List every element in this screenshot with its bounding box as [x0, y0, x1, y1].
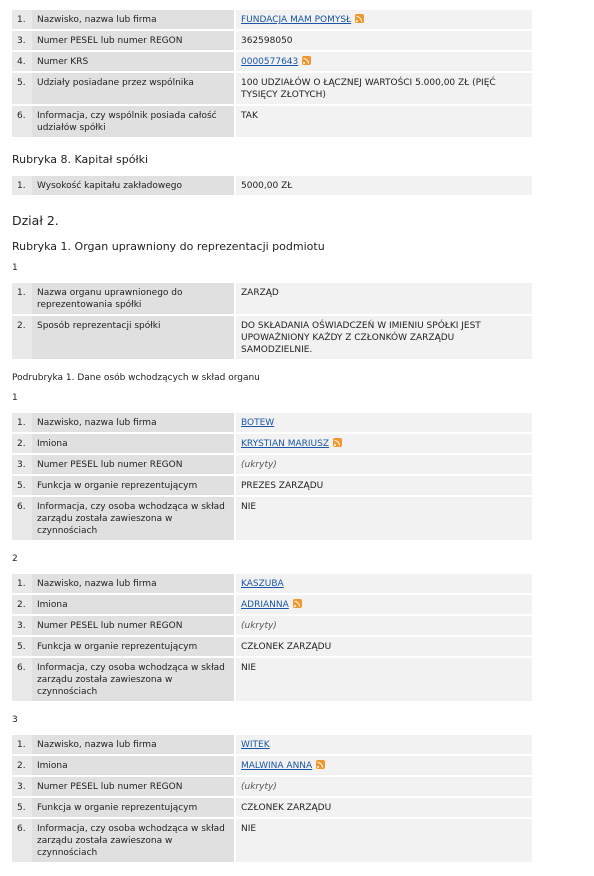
- podrubryka-title: Podrubryka 1. Dane osób wchodzących w skład organu: [12, 373, 260, 383]
- person-table: [12, 574, 532, 703]
- row-number: 2.: [12, 433, 32, 454]
- row-number: 2.: [12, 755, 32, 776]
- row-value-cell: [235, 657, 532, 702]
- rss-feed-icon[interactable]: [316, 760, 325, 769]
- row-label: Numer PESEL lub numer REGON: [32, 776, 235, 797]
- table-row: [12, 594, 532, 615]
- row-number: 1.: [12, 413, 32, 433]
- persons-list: [12, 393, 532, 864]
- row-label: Nazwa organu uprawnionego do reprezentowania spółki: [32, 283, 235, 315]
- row-value: (ukryty): [241, 460, 277, 470]
- row-value-cell: [235, 574, 532, 594]
- table-row: [12, 413, 532, 433]
- row-label: Informacja, czy osoba wchodząca w skład zarządu została zawieszona w czynnościach: [32, 657, 235, 702]
- row-label: Funkcja w organie reprezentującym: [32, 797, 235, 818]
- row-number: 3.: [12, 30, 32, 51]
- organ-table: [12, 283, 532, 361]
- row-value: CZŁONEK ZARZĄDU: [241, 803, 332, 813]
- row-value: DO SKŁADANIA OŚWIADCZEŃ W IMIENIU SPÓŁKI JEST UPOWAŻNIONY KAŻDY Z CZŁONKÓW ZARZĄDU SAMODZIELNIE.: [241, 321, 481, 355]
- table-row: [12, 818, 532, 863]
- value-link[interactable]: ADRIANNA: [241, 600, 289, 610]
- row-label: Informacja, czy osoba wchodząca w skład zarządu została zawieszona w czynnościach: [32, 496, 235, 541]
- row-label: Informacja, czy wspólnik posiada całość udziałów spółki: [32, 105, 235, 138]
- kapital-table: [12, 176, 532, 197]
- table-row: [12, 10, 532, 30]
- row-value-cell: [235, 30, 532, 51]
- row-number: 6.: [12, 105, 32, 138]
- row-value: (ukryty): [241, 782, 277, 792]
- row-number: 4.: [12, 51, 32, 72]
- row-label: Numer KRS: [32, 51, 235, 72]
- person-table: [12, 413, 532, 542]
- row-number: 3.: [12, 454, 32, 475]
- page: [12, 0, 532, 876]
- row-label: Funkcja w organie reprezentującym: [32, 475, 235, 496]
- row-number: 5.: [12, 797, 32, 818]
- table-row: [12, 797, 532, 818]
- row-value-cell: [235, 818, 532, 863]
- rss-feed-icon[interactable]: [333, 438, 342, 447]
- rubryka8-title: Rubryka 8. Kapitał spółki: [12, 153, 149, 166]
- row-value: NIE: [241, 824, 257, 834]
- row-number: 3.: [12, 615, 32, 636]
- table-row: [12, 636, 532, 657]
- table-row: [12, 755, 532, 776]
- table-row: [12, 615, 532, 636]
- row-value: ZARZĄD: [241, 288, 279, 298]
- row-value-cell: [235, 105, 532, 138]
- value-link[interactable]: KASZUBA: [241, 579, 284, 589]
- row-number: 6.: [12, 496, 32, 541]
- table-row: [12, 315, 532, 360]
- row-value-cell: [235, 776, 532, 797]
- row-number: 6.: [12, 657, 32, 702]
- table-row: [12, 283, 532, 315]
- row-value-cell: [235, 72, 532, 105]
- row-value-cell: [235, 797, 532, 818]
- row-value-cell: [235, 454, 532, 475]
- row-number: 3.: [12, 776, 32, 797]
- row-label: Nazwisko, nazwa lub firma: [32, 735, 235, 755]
- row-number: 1.: [12, 10, 32, 30]
- row-value-cell: [235, 10, 532, 30]
- row-value-cell: [235, 475, 532, 496]
- table-row: [12, 735, 532, 755]
- table-row: [12, 657, 532, 702]
- row-value-cell: [235, 283, 532, 315]
- row-label: Nazwisko, nazwa lub firma: [32, 10, 235, 30]
- row-label: Informacja, czy osoba wchodząca w skład zarządu została zawieszona w czynnościach: [32, 818, 235, 863]
- row-label: Numer PESEL lub numer REGON: [32, 30, 235, 51]
- row-label: Nazwisko, nazwa lub firma: [32, 574, 235, 594]
- row-value-cell: [235, 433, 532, 454]
- row-value: 100 UDZIAŁÓW O ŁĄCZNEJ WARTOŚCI 5.000,00 ZŁ (PIĘĆ TYSIĘCY ZŁOTYCH): [241, 78, 496, 100]
- row-number: 5.: [12, 636, 32, 657]
- rss-feed-icon[interactable]: [293, 599, 302, 608]
- row-label: Funkcja w organie reprezentującym: [32, 636, 235, 657]
- rss-feed-icon[interactable]: [355, 14, 364, 23]
- value-link[interactable]: MALWINA ANNA: [241, 761, 313, 771]
- table-row: [12, 475, 532, 496]
- row-value-cell: [235, 636, 532, 657]
- table-row: [12, 72, 532, 105]
- value-link[interactable]: 0000577643: [241, 57, 299, 67]
- row-value-cell: [235, 755, 532, 776]
- table-row: [12, 433, 532, 454]
- value-link[interactable]: KRYSTIAN MARIUSZ: [241, 439, 329, 449]
- row-label: Sposób reprezentacji spółki: [32, 315, 235, 360]
- row-number: 1.: [12, 283, 32, 315]
- row-label: Imiona: [32, 755, 235, 776]
- rubryka1-title: Rubryka 1. Organ uprawniony do reprezentacji podmiotu: [12, 240, 325, 253]
- row-number: 2.: [12, 315, 32, 360]
- person-table: [12, 735, 532, 864]
- person-index: 1: [12, 393, 18, 403]
- row-value: 5000,00 ZŁ: [241, 181, 293, 191]
- row-value-cell: [235, 735, 532, 755]
- dzial2-title: Dział 2.: [12, 213, 59, 228]
- row-value-cell: [235, 315, 532, 360]
- row-label: Imiona: [32, 433, 235, 454]
- row-label: Numer PESEL lub numer REGON: [32, 454, 235, 475]
- row-value: PREZES ZARZĄDU: [241, 481, 324, 491]
- row-number: 6.: [12, 818, 32, 863]
- row-value-cell: [235, 176, 532, 196]
- person-index: 3: [12, 715, 18, 725]
- row-value-cell: [235, 594, 532, 615]
- row-number: 5.: [12, 475, 32, 496]
- row-value: CZŁONEK ZARZĄDU: [241, 642, 332, 652]
- row-value-cell: [235, 413, 532, 433]
- row-number: 2.: [12, 594, 32, 615]
- table-row: [12, 496, 532, 541]
- row-value-cell: [235, 496, 532, 541]
- entry-index: 1: [12, 263, 18, 273]
- row-number: 1.: [12, 735, 32, 755]
- rss-feed-icon[interactable]: [302, 56, 311, 65]
- row-value: (ukryty): [241, 621, 277, 631]
- value-link[interactable]: WITEK: [241, 740, 270, 750]
- table-row: [12, 776, 532, 797]
- value-link[interactable]: FUNDACJA MAM POMYSŁ: [241, 15, 352, 25]
- row-value-cell: [235, 51, 532, 72]
- row-label: Udziały posiadane przez wspólnika: [32, 72, 235, 105]
- value-link[interactable]: BOTEW: [241, 418, 275, 428]
- person-index: 2: [12, 554, 18, 564]
- table-row: [12, 454, 532, 475]
- row-label: Numer PESEL lub numer REGON: [32, 615, 235, 636]
- table-row: [12, 51, 532, 72]
- table-row: [12, 574, 532, 594]
- row-value: 362598050: [241, 36, 293, 46]
- row-number: 5.: [12, 72, 32, 105]
- row-value-cell: [235, 615, 532, 636]
- row-value: NIE: [241, 502, 257, 512]
- row-value: NIE: [241, 663, 257, 673]
- row-value: TAK: [241, 111, 258, 121]
- row-label: Wysokość kapitału zakładowego: [32, 176, 235, 196]
- table-row: [12, 105, 532, 138]
- row-label: Nazwisko, nazwa lub firma: [32, 413, 235, 433]
- row-label: Imiona: [32, 594, 235, 615]
- row-number: 1.: [12, 176, 32, 196]
- table-row: [12, 30, 532, 51]
- row-number: 1.: [12, 574, 32, 594]
- wspolnik-table: [12, 10, 532, 139]
- table-row: [12, 176, 532, 196]
